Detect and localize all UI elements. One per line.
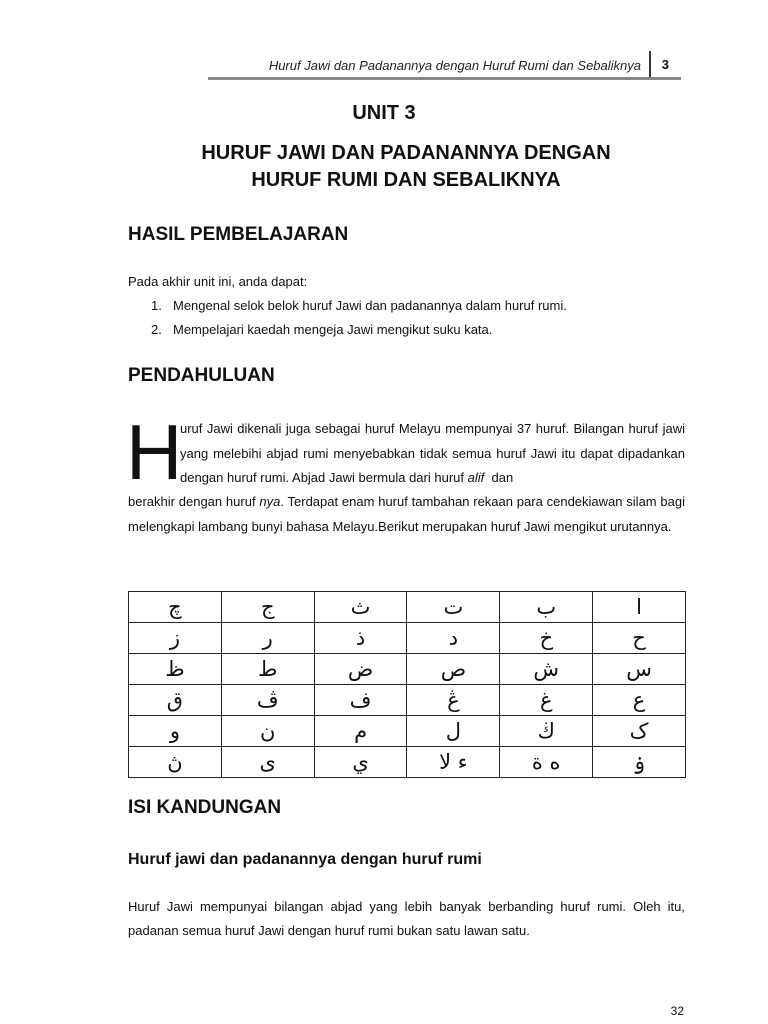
table-row [129, 592, 686, 623]
jawi-letter-cell: غ [500, 685, 593, 716]
content-heading: ISI KANDUNGAN [128, 797, 282, 818]
jawi-letter-cell: ى [221, 747, 314, 778]
title-line-1: HURUF JAWI DAN PADANANNYA DENGAN [201, 142, 611, 164]
learning-outcomes-list [128, 294, 685, 342]
jawi-letter-cell: ض [314, 654, 407, 685]
jawi-letter-cell: ي [314, 747, 407, 778]
page-title [0, 140, 768, 194]
table-row [129, 685, 686, 716]
header-rule [208, 77, 681, 80]
jawi-letter-cell: ر [221, 623, 314, 654]
content-subheading: Huruf jawi dan padanannya dengan huruf rumi [128, 851, 482, 868]
and-word: dan [491, 470, 514, 485]
jawi-letter-cell: ا [593, 592, 686, 623]
table-row [129, 623, 686, 654]
jawi-letter-cell: و [129, 716, 222, 747]
jawi-alphabet-table [128, 591, 686, 778]
page-number: 32 [670, 1004, 684, 1018]
jawi-letter-cell: ش [500, 654, 593, 685]
jawi-letter-cell: ج [221, 592, 314, 623]
nya-word: nya [259, 494, 281, 509]
running-header [208, 50, 681, 80]
jawi-letter-cell: ط [221, 654, 314, 685]
jawi-letter-cell: ع [593, 685, 686, 716]
intro-text: uruf Jawi dikenali juga sebagai huruf Melayu mempunyai 37 huruf. Bilangan huruf jawi yang melebihi abjad rumi menyebabkan tidak semua huruf Jawi itu dapat dipadankan dengan huruf rumi. Abjad Jawi bermula dari huruf [180, 421, 685, 485]
jawi-letter-cell: م [314, 716, 407, 747]
jawi-letter-cell: ب [500, 592, 593, 623]
jawi-letter-cell: ء لا [407, 747, 500, 778]
jawi-letter-cell: س [593, 654, 686, 685]
jawi-letter-cell: ق [129, 685, 222, 716]
jawi-letter-cell: ف [314, 685, 407, 716]
learning-outcomes-intro: Pada akhir unit ini, anda dapat: [128, 274, 308, 289]
jawi-letter-cell: ڠ [407, 685, 500, 716]
jawi-letter-cell: ڬ [500, 716, 593, 747]
header-divider [649, 51, 651, 78]
list-text: Mengenal selok belok huruf Jawi dan padanannya dalam huruf rumi. [173, 298, 567, 313]
jawi-letter-cell: ۏ [593, 747, 686, 778]
intro-text: . Terdapat enam huruf tambahan rekaan para cendekiawan silam bagi melengkapi lambang bunyi bahasa Melayu.Berikut merupakan huruf Jawi mengikut urutannya. [128, 494, 685, 534]
title-line-2: HURUF RUMI DAN SEBALIKNYA [251, 169, 561, 191]
list-item [128, 318, 685, 342]
running-title: Huruf Jawi dan Padanannya dengan Huruf Rumi dan Sebaliknya [268, 58, 641, 73]
jawi-letter-cell: ڤ [221, 685, 314, 716]
jawi-letter-cell: ه ة [500, 747, 593, 778]
table-row [129, 716, 686, 747]
intro-paragraph-start [180, 417, 685, 491]
chapter-number: 3 [661, 57, 669, 72]
jawi-letter-cell: د [407, 623, 500, 654]
jawi-letter-cell: ح [593, 623, 686, 654]
alif-word: alif [467, 470, 485, 485]
jawi-letter-cell: ز [129, 623, 222, 654]
jawi-letter-cell: ص [407, 654, 500, 685]
jawi-letter-cell: ک [593, 716, 686, 747]
jawi-letter-cell: ڽ [129, 747, 222, 778]
jawi-letter-cell: ث [314, 592, 407, 623]
unit-title: UNIT 3 [352, 102, 416, 124]
jawi-letter-cell: چ [129, 592, 222, 623]
jawi-letter-cell: ل [407, 716, 500, 747]
table-row [129, 654, 686, 685]
jawi-letter-cell: ظ [129, 654, 222, 685]
jawi-letter-cell: ت [407, 592, 500, 623]
list-number: 2. [151, 322, 162, 337]
jawi-letter-cell: ن [221, 716, 314, 747]
intro-paragraph-rest [128, 490, 685, 539]
intro-text: berakhir dengan huruf [128, 494, 256, 509]
list-item [128, 294, 685, 318]
learning-outcomes-heading: HASIL PEMBELAJARAN [128, 224, 349, 245]
jawi-letter-cell: ذ [314, 623, 407, 654]
drop-cap: H [126, 408, 183, 496]
content-paragraph: Huruf Jawi mempunyai bilangan abjad yang lebih banyak berbanding huruf rumi. Oleh itu, padanan semua huruf Jawi dengan huruf rumi bukan satu lawan satu. [128, 899, 685, 938]
jawi-letter-cell: خ [500, 623, 593, 654]
list-text: Mempelajari kaedah mengeja Jawi mengikut suku kata. [173, 322, 493, 337]
introduction-heading: PENDAHULUAN [128, 365, 275, 386]
list-number: 1. [151, 298, 162, 313]
table-row [129, 747, 686, 778]
